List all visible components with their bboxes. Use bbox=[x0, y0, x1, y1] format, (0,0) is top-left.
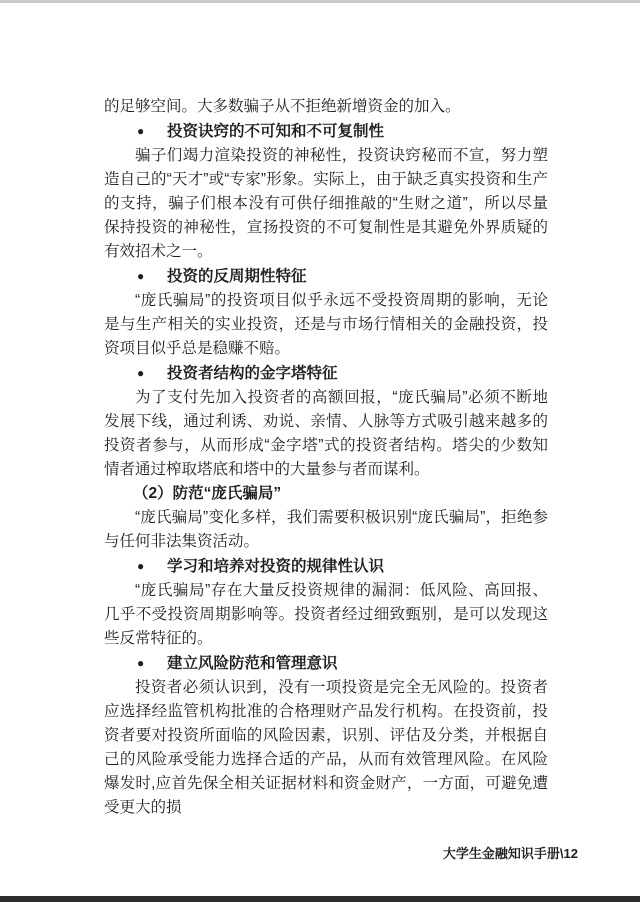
body-paragraph: “庞氏骗局”变化多样，我们需要积极识别“庞氏骗局”，拒绝参与任何非法集资活动。 bbox=[104, 509, 548, 550]
bullet-heading bbox=[104, 651, 548, 676]
body-paragraph: 骗子们竭力渲染投资的神秘性，投资诀窍秘而不宣，努力塑造自己的“天才”或“专家”形象。实际上，由于缺乏真实投资和生产的支持，骗子们根本没有可供仔细推敲的“生财之道”，所以尽量保持投资的神秘性，宣扬投资的不可复制性是其避免外界质疑的有效招术之一。 bbox=[104, 147, 548, 260]
bullet-icon: ● bbox=[137, 366, 145, 380]
bullet-icon: ● bbox=[137, 124, 145, 138]
page-bottom-edge bbox=[0, 896, 640, 902]
bullet-heading bbox=[104, 119, 548, 144]
body-paragraph: “庞氏骗局”存在大量反投资规律的漏洞：低风险、高回报、几乎不受投资周期影响等。投资者经过细致甄别，是可以发现这些反常特征的。 bbox=[104, 582, 548, 647]
bullet-heading bbox=[104, 361, 548, 386]
body-paragraph: “庞氏骗局”的投资项目似乎永远不受投资周期的影响，无论是与生产相关的实业投资，还是与市场行情相关的金融投资，投资项目似乎总是稳赚不赔。 bbox=[104, 292, 548, 357]
bullet-icon: ● bbox=[137, 656, 145, 670]
bullet-heading bbox=[104, 264, 548, 289]
heading-text: 学习和培养对投资的规律性认识 bbox=[167, 558, 385, 575]
body-paragraph: 投资者必须认识到，没有一项投资是完全无风险的。投资者应选择经监管机构批准的合格理财产品发行机构。在投资前，投资者要对投资所面临的风险因素，识别、评估及分类，并根据自己的风险承受能力选择合适的产品，从而有效管理风险。在风险爆发时,应首先保全相关证据材料和资金财产，一方面，可避免遭受更大的损 bbox=[104, 679, 548, 816]
heading-text: 建立风险防范和管理意识 bbox=[167, 655, 338, 672]
page-top-edge bbox=[0, 0, 640, 3]
bullet-icon: ● bbox=[137, 559, 145, 573]
bullet-heading bbox=[104, 554, 548, 579]
page-footer: 大学生金融知识手册\12 bbox=[442, 846, 578, 861]
bullet-icon: ● bbox=[137, 269, 145, 283]
page-content bbox=[104, 95, 548, 820]
heading-text: 投资者结构的金字塔特征 bbox=[167, 365, 338, 382]
section-subheading: （2）防范“庞氏骗局” bbox=[133, 485, 282, 502]
heading-text: 投资的反周期性特征 bbox=[167, 268, 307, 285]
body-paragraph: 的足够空间。大多数骗子从不拒绝新增资金的加入。 bbox=[104, 98, 461, 115]
body-paragraph: 为了支付先加入投资者的高额回报，“庞氏骗局”必须不断地发展下线，通过利诱、劝说、亲情、人脉等方式吸引越来越多的投资者参与，从而形成“金字塔”式的投资者结构。塔尖的少数知情者通过榨取塔底和塔中的大量参与者而谋利。 bbox=[104, 389, 548, 478]
heading-text: 投资诀窍的不可知和不可复制性 bbox=[167, 123, 385, 140]
